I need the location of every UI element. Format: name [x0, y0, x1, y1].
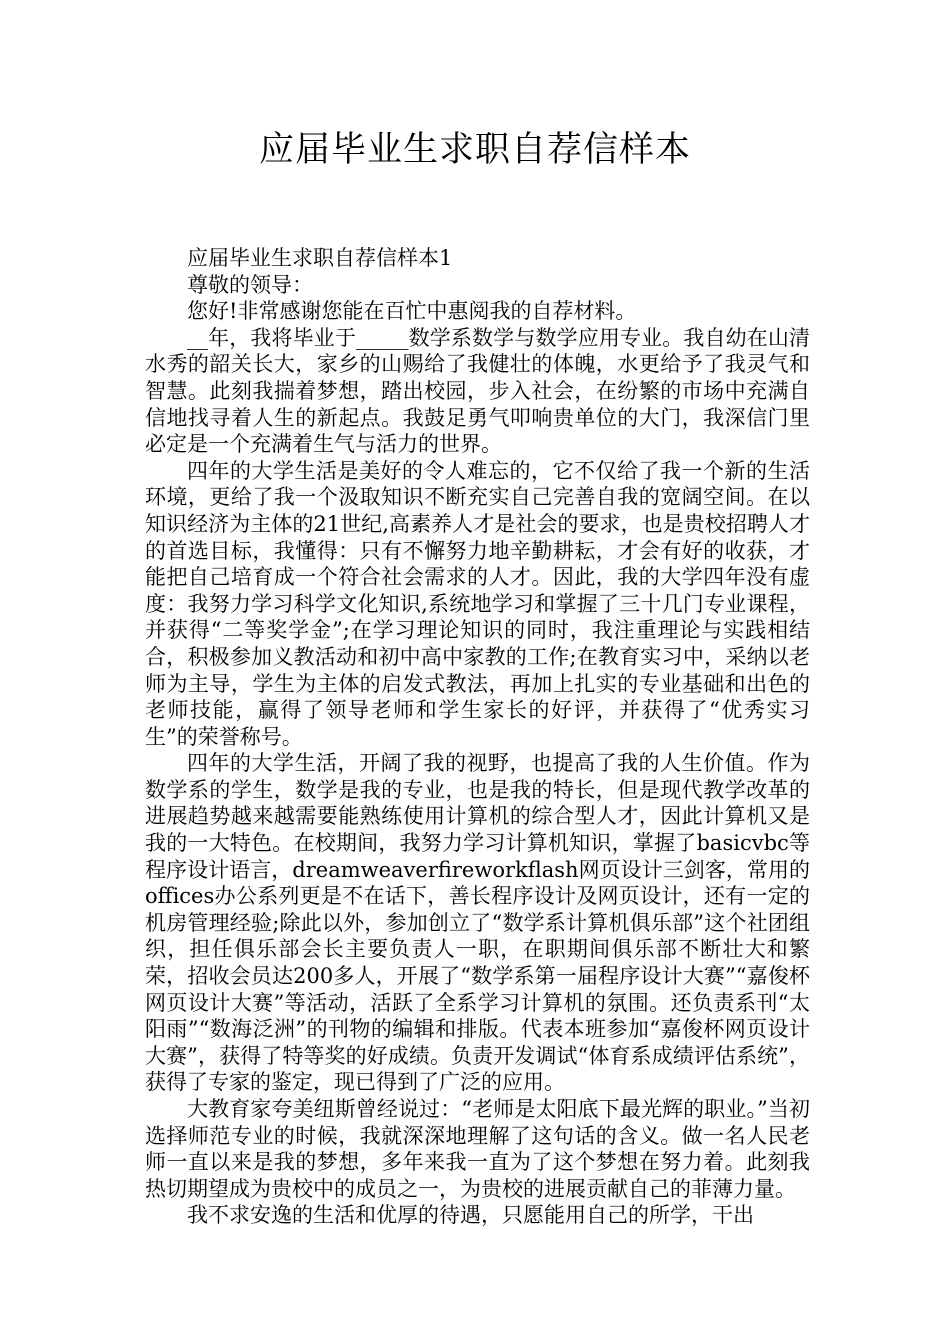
body-paragraph: 四年的大学生活，开阔了我的视野，也提高了我的人生价值。作为数学系的学生，数学是我的专业，也是我的特长，但是现代教学改革的进展趋势越来越需要能熟练使用计算机的综合型人才，因此计算机又是我的一大特色。在校期间，我努力学习计算机知识，掌握了basicvbc等程序设计语言，dreamweaverfireworkflash网页设计三剑客，常用的offices办公系列更是不在话下，善长程序设计及网页设计，还有一定的机房管理经验;除此以外，参加创立了“数学系计算机俱乐部”这个社团组织，担任俱乐部会长主要负责人一职，在职期间俱乐部不断壮大和繁荣，招收会员达200多人，开展了“数学系第一届程序设计大赛”“嘉俊杯网页设计大赛”等活动，活跃了全系学习计算机的氛围。还负责系刊“太阳雨”“数海泛洲”的刊物的编辑和排版。代表本班参加“嘉俊杯网页设计大赛”，获得了特等奖的好成绩。负责开发调试“体育系成绩评估系统”，获得了专家的鉴定，现已得到了广泛的应用。 — [145, 751, 810, 1095]
salutation: 尊敬的领导： — [187, 272, 313, 297]
greeting-paragraph: 您好!非常感谢您能在百忙中惠阅我的自荐材料。 — [187, 299, 637, 324]
body-paragraph: __年，我将毕业于_____数学系数学与数学应用专业。我自幼在山清水秀的韶关长大，家乡的山赐给了我健壮的体魄，水更给予了我灵气和智慧。此刻我揣着梦想，踏出校园，步入社会，在纷繁的市场中充满自信地找寻着人生的新起点。我鼓足勇气叩响贵单位的大门，我深信门里必定是一个充满着生气与活力的世界。 — [145, 325, 810, 457]
document-title: 应届毕业生求职自荐信样本 — [258, 130, 691, 170]
document-body — [145, 245, 810, 1229]
body-paragraph: 我不求安逸的生活和优厚的待遇，只愿能用自己的所学，干出 — [187, 1203, 754, 1228]
body-paragraph: 大教育家夸美纽斯曾经说过：“老师是太阳底下最光辉的职业。”当初选择师范专业的时候，我就深深地理解了这句话的含义。做一名人民老师一直以来是我的梦想，多年来我一直为了这个梦想在努力着。此刻我热切期望成为贵校中的成员之一，为贵校的进展贡献自己的菲薄力量。 — [145, 1097, 810, 1201]
letter-heading: 应届毕业生求职自荐信样本1 — [187, 246, 453, 270]
body-paragraph: 四年的大学生活是美好的令人难忘的，它不仅给了我一个新的生活环境，更给了我一个汲取知识不断充实自己完善自我的宽阔空间。在以知识经济为主体的21世纪,高素养人才是社会的要求，也是贵校招聘人才的首选目标，我懂得：只有不懈努力地辛勤耕耘，才会有好的收获，才能把自己培育成一个符合社会需求的人才。因此，我的大学四年没有虚度：我努力学习科学文化知识,系统地学习和掌握了三十几门专业课程，并获得“二等奖学金”;在学习理论知识的同时，我注重理论与实践相结合，积极参加义教活动和初中高中家教的工作;在教育实习中，采纳以老师为主导，学生为主体的启发式教法，再加上扎实的专业基础和出色的老师技能，赢得了领导老师和学生家长的好评，并获得了“优秀实习生”的荣誉称号。 — [145, 458, 810, 749]
